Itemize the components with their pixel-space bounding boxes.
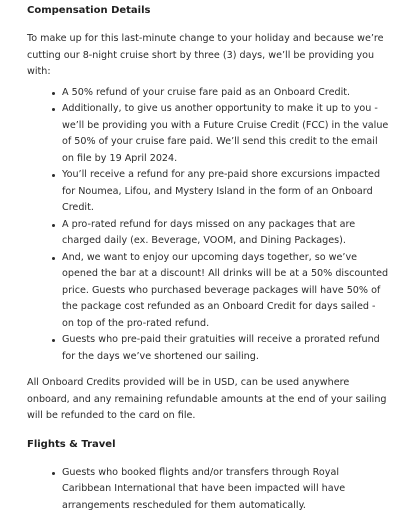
list-item: Guests who booked flights and/or transfers through Royal Caribbean International that have been impacted will have arrangements rescheduled for them automatically. (62, 465, 390, 514)
list-item: And, we want to enjoy our upcoming days together, so we’ve opened the bar at a discount! All drinks will be at a 50% discounted price. Guests who purchased beverage packages will have 50% of the package cost refunded as an Onboard Credit for days sailed - on top of the pro-rated refund. (62, 250, 390, 333)
list-item: A pro-rated refund for days missed on any packages that are charged daily (ex. Beverage, VOOM, and Dining Packages). (62, 217, 390, 250)
list-item: You’ll receive a refund for any pre-paid shore excursions impacted for Noumea, Lifou, and Mystery Island in the form of an Onboard Credit. (62, 167, 390, 217)
list-item: A 50% refund of your cruise fare paid as an Onboard Credit. (62, 85, 390, 102)
compensation-closing: All Onboard Credits provided will be in USD, can be used anywhere onboard, and any remaining refundable amounts at the end of your sailing will be refunded to the card on file. (27, 375, 390, 425)
flights-heading: Flights & Travel (27, 437, 390, 453)
list-item: Additionally, to give us another opportunity to make it up to you - we’ll be providing you with a Future Cruise Credit (FCC) in the value of 50% of your cruise fare paid. We’ll send this credit to the email on file by 19 April 2024. (62, 101, 390, 167)
list-item: Guests who pre-paid their gratuities will receive a prorated refund for the days we’ve shortened our sailing. (62, 332, 390, 365)
compensation-list (27, 85, 390, 366)
compensation-heading: Compensation Details (27, 3, 390, 19)
compensation-intro: To make up for this last-minute change to your holiday and because we’re cutting our 8-night cruise short by three (3) days, we’ll be providing you with: (27, 31, 390, 81)
flights-list (27, 465, 390, 514)
